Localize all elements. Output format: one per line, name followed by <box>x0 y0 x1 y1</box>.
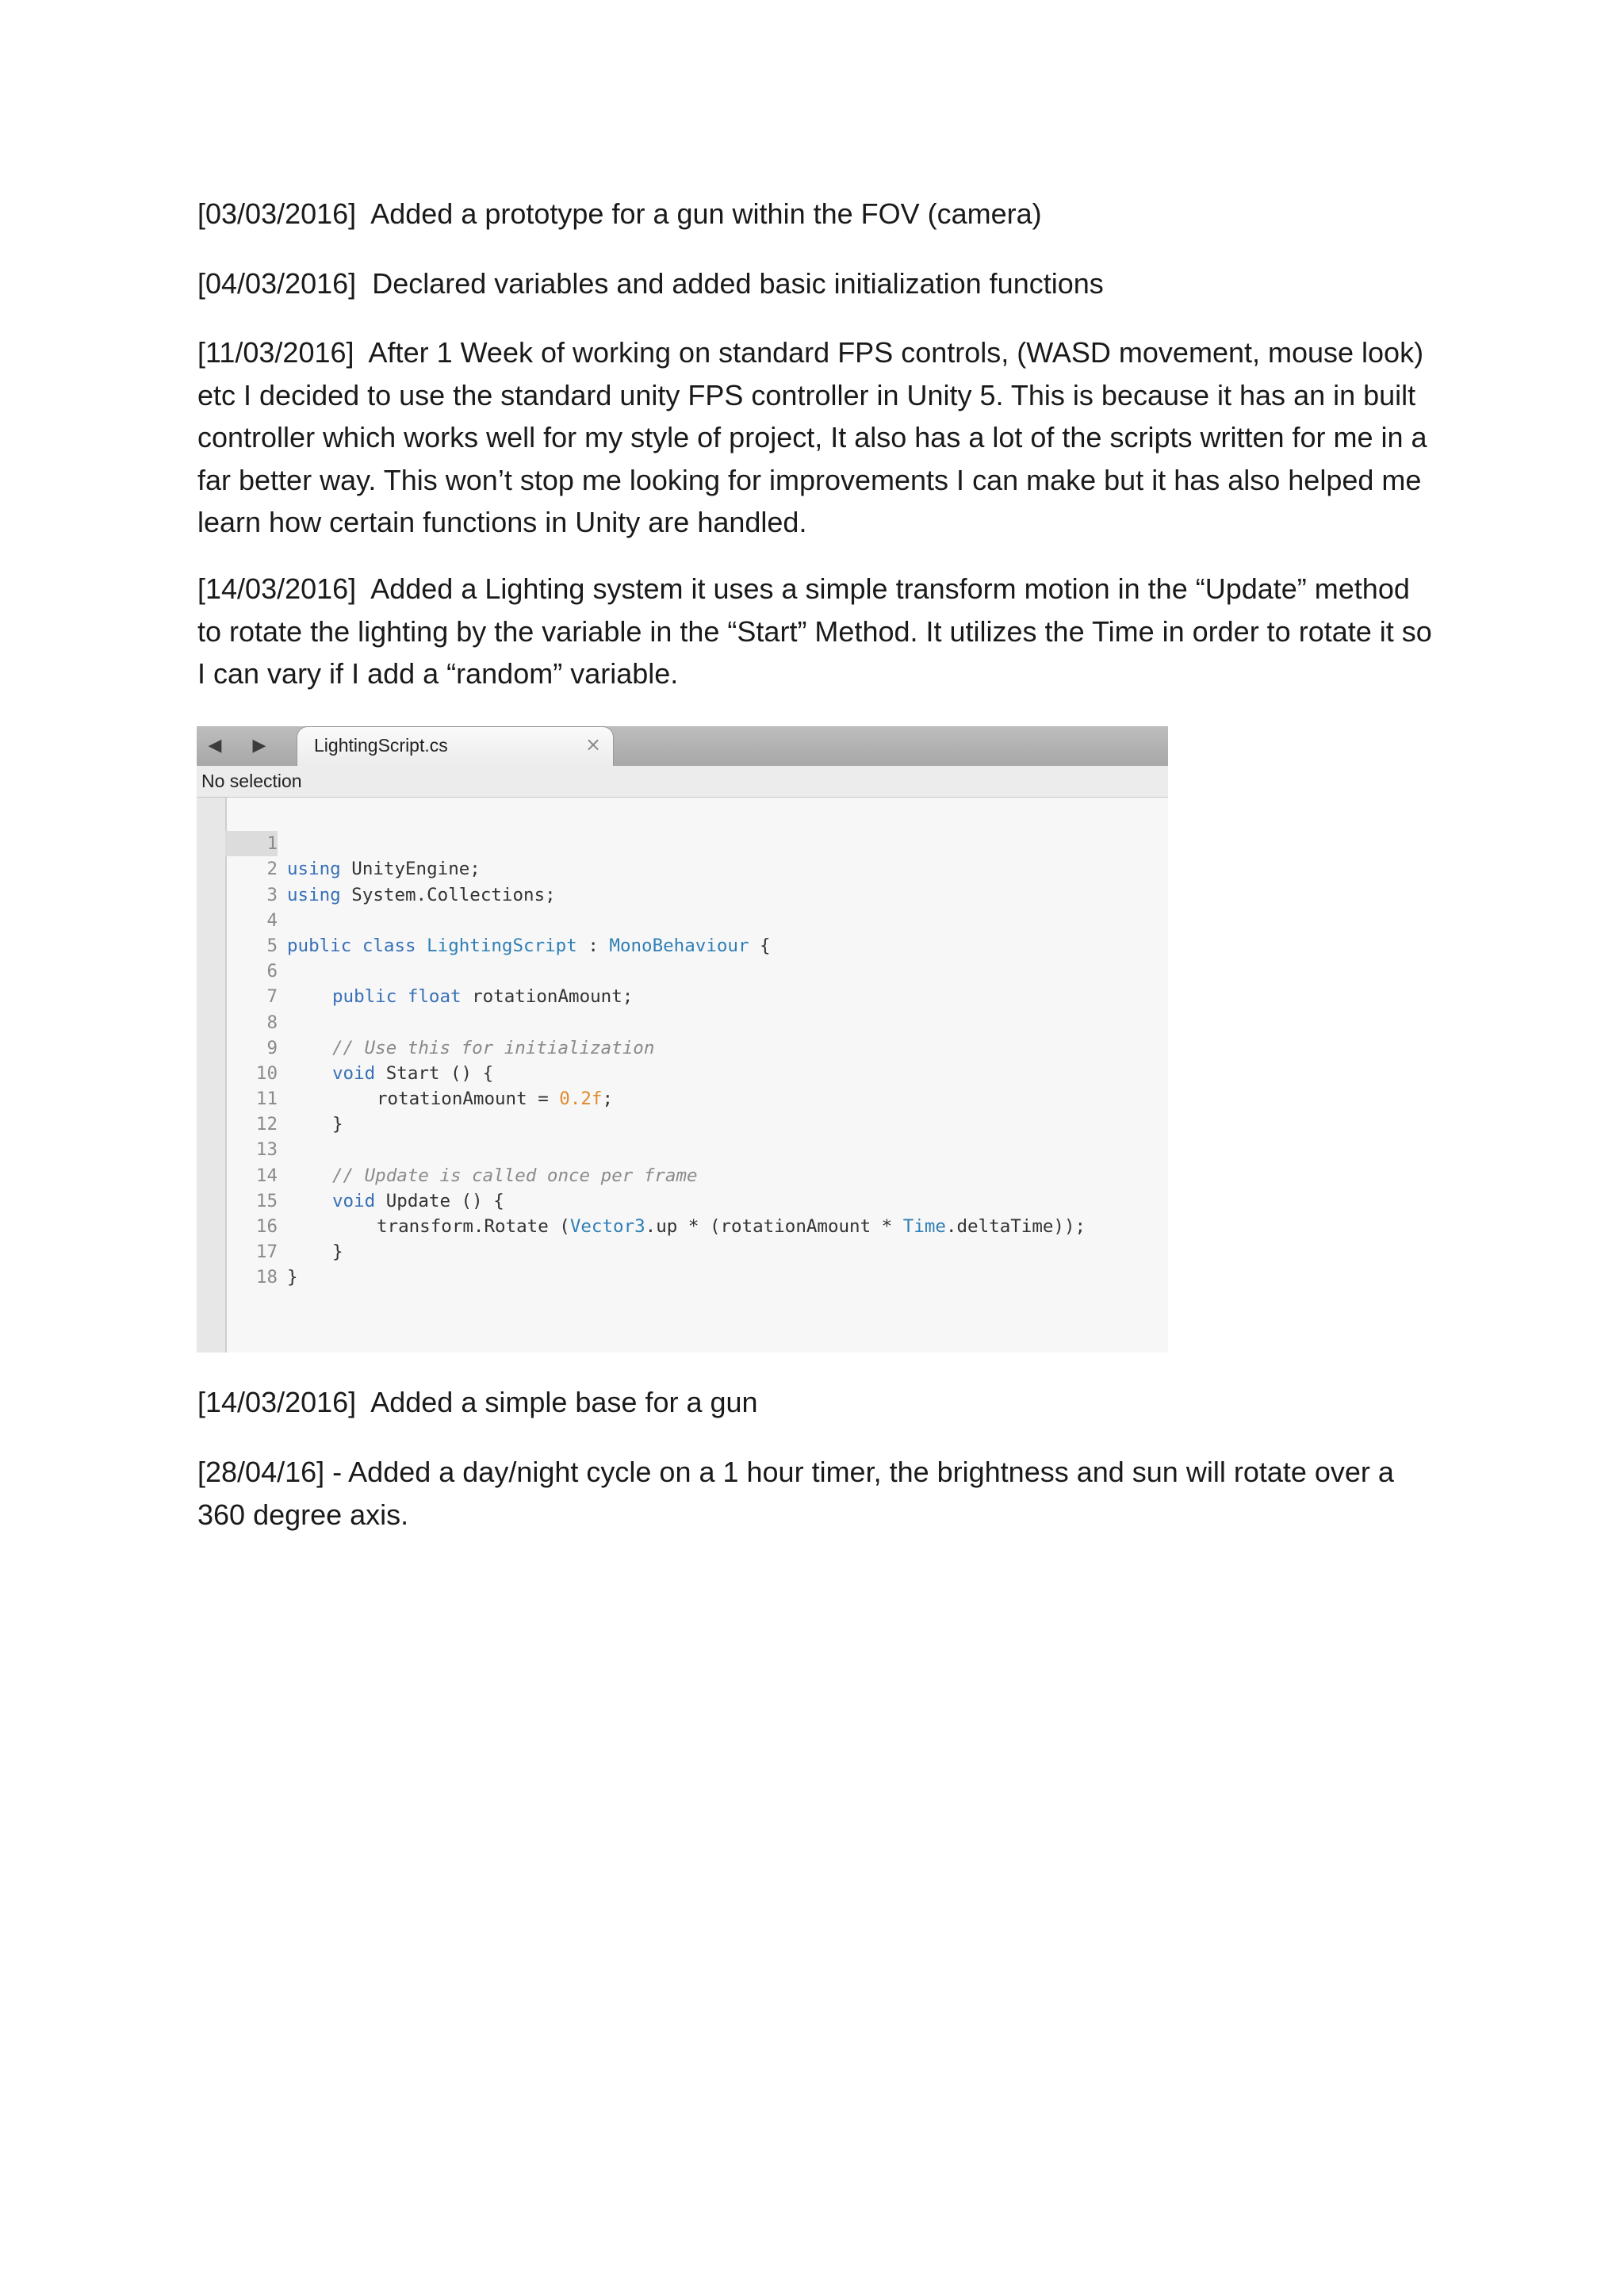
log-entry-4 <box>197 568 1434 695</box>
log-entry-6 <box>197 1451 1434 1536</box>
code-line: 4 public class LightingScript : MonoBehaviour { <box>197 882 1168 908</box>
log-entry-1 <box>197 193 1434 235</box>
log-entry-2 <box>197 262 1434 305</box>
selection-status-bar <box>197 766 1168 798</box>
code-line <box>197 856 1168 905</box>
line-number: 8 <box>266 1012 278 1033</box>
entry-text: Added a simple base for a gun <box>370 1386 758 1418</box>
line-number: 3 <box>266 884 278 905</box>
code-line: 17 } <box>197 1214 1168 1239</box>
line-number: 18 <box>255 1267 278 1288</box>
code-line: 1 using UnityEngine; <box>197 806 1168 831</box>
line-number: 11 <box>255 1089 278 1110</box>
code-line <box>197 1239 1168 1288</box>
line-number: 1 <box>225 831 278 856</box>
log-entry-5 <box>197 1381 1434 1424</box>
line-number: 12 <box>255 1114 278 1135</box>
code-line: 8 // Use this for initialization <box>197 984 1168 1009</box>
line-number: 9 <box>266 1037 278 1058</box>
log-entry-3 <box>197 331 1434 544</box>
code-editor-screenshot <box>197 726 1168 1353</box>
line-number: 15 <box>255 1190 278 1211</box>
code-line <box>197 908 1168 956</box>
entry-date: [11/03/2016] <box>197 336 354 369</box>
code-line: 9 void Start () { <box>197 1010 1168 1035</box>
tab-title: LightingScript.cs <box>314 735 448 756</box>
code-line: 14 void Update () { <box>197 1137 1168 1162</box>
line-number: 2 <box>266 859 278 880</box>
code-line <box>197 1086 1168 1135</box>
entry-date: [03/03/2016] <box>197 197 357 230</box>
entry-text: After 1 Week of working on standard FPS controls, (WASD movement, mouse look) etc I decided to use the standard unity FPS controller in Unity 5. This is because it has an in built controller which works well for my style of project, It also has a lot of the scripts written for me in a far better way. This won’t stop me looking for improvements I can make but it has also helped me learn how certain functions in Unity are handled. <box>197 336 1427 538</box>
entry-date: [14/03/2016] <box>197 1386 357 1418</box>
line-number: 7 <box>266 986 278 1008</box>
code-line: 11 } <box>197 1061 1168 1086</box>
line-number: 13 <box>255 1139 278 1161</box>
forward-arrow-icon[interactable]: ▶ <box>252 736 266 756</box>
entry-date: [04/03/2016] <box>197 267 357 300</box>
code-lines <box>197 806 1168 1288</box>
code-line: 13 // Update is called once per frame <box>197 1112 1168 1137</box>
line-number: 5 <box>266 935 278 956</box>
code-line: 16 } <box>197 1188 1168 1214</box>
editor-tab-bar <box>197 726 1168 766</box>
close-icon[interactable]: × <box>585 733 602 756</box>
line-number: 4 <box>266 909 278 931</box>
line-number: 16 <box>255 1216 278 1238</box>
entry-text: Declared variables and added basic initialization functions <box>372 267 1104 300</box>
line-number: 6 <box>266 961 278 982</box>
line-number: 10 <box>255 1062 278 1084</box>
entry-text: Added a prototype for a gun within the FOV (camera) <box>370 197 1042 230</box>
entry-date: [28/04/16] <box>197 1456 325 1488</box>
entry-date: [14/03/2016] <box>197 572 357 605</box>
line-number: 17 <box>255 1242 278 1263</box>
selection-status: No selection <box>201 771 302 791</box>
back-arrow-icon[interactable]: ◀ <box>208 736 222 756</box>
entry-text: - Added a day/night cycle on a 1 hour timer, the brightness and sun will rotate over a 360 degree axis. <box>197 1456 1394 1531</box>
code-line: 10 rotationAmount = 0.2f; <box>197 1035 1168 1061</box>
line-number: 14 <box>255 1165 278 1186</box>
code-line: 15 transform.Rotate (Vector3.up * (rotationAmount * Time.deltaTime)); <box>197 1163 1168 1188</box>
code-line: 6 public float rotationAmount; <box>197 933 1168 959</box>
code-line: 2 using System.Collections; <box>197 831 1168 856</box>
entry-text: Added a Lighting system it uses a simple transform motion in the “Update” method to rotate the lighting by the variable in the “Start” Method. It utilizes the Time in order to rotate it so I can vary if I add a “random” variable. <box>197 572 1432 690</box>
